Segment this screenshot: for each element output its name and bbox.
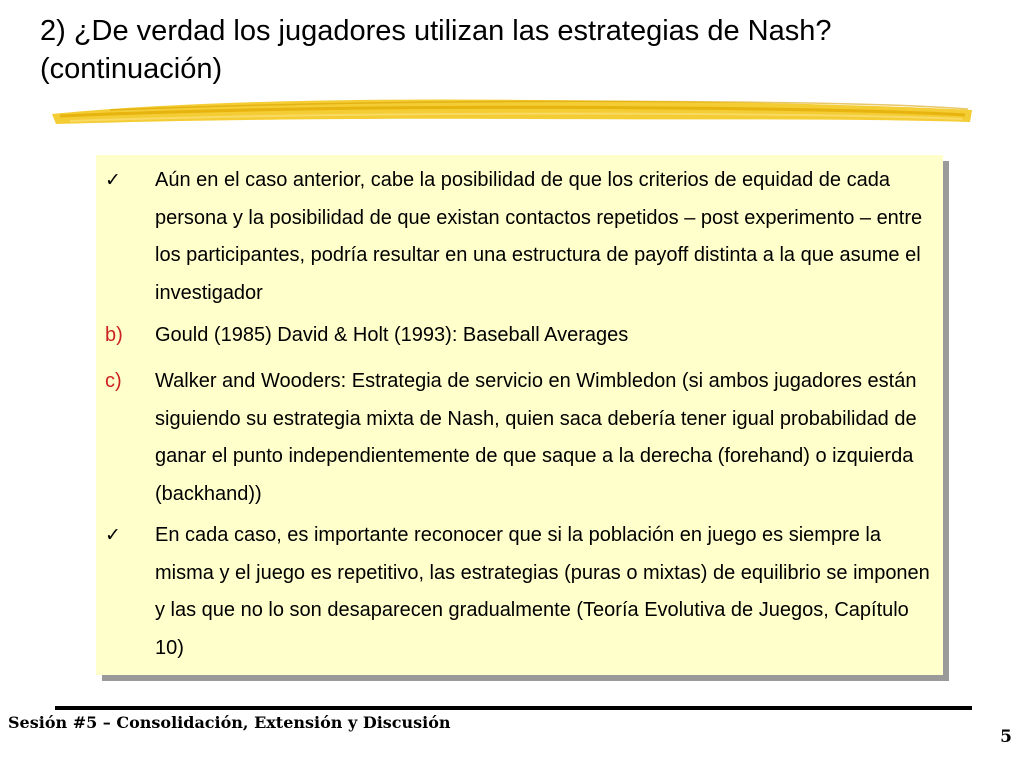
slide-title-line-1: 2) ¿De verdad los jugadores utilizan las estrategias de Nash? bbox=[40, 15, 832, 47]
list-item-marker: b) bbox=[105, 324, 123, 346]
list-item-marker: c) bbox=[105, 370, 122, 392]
list-item-text: Walker and Wooders: Estrategia de servicio en Wimbledon (si ambos jugadores están siguiendo su estrategia mixta de Nash, quien saca debería tener igual probabilidad de ganar el punto independientemente de que saque a la derecha (forehand) o izquierda (backhand)) bbox=[155, 370, 917, 505]
brush-stroke-decoration bbox=[50, 88, 975, 134]
slide-title-line-2: (continuación) bbox=[40, 53, 223, 85]
list-item-text: En cada caso, es importante reconocer que si la población en juego es siempre la misma y el juego es repetitivo, las estrategias (puras o mixtas) de equilibrio se imponen y las que no lo son desaparecen gradualmente (Teoría Evolutiva de Juegos, Capítulo 10) bbox=[155, 524, 930, 659]
checkmark-icon: ✓ bbox=[105, 524, 121, 546]
content-box bbox=[96, 155, 943, 675]
slide-title bbox=[40, 12, 1000, 88]
list-item-text: Gould (1985) David & Holt (1993): Baseball Averages bbox=[155, 324, 629, 346]
list-item-text: Aún en el caso anterior, cabe la posibilidad de que los criterios de equidad de cada persona y la posibilidad de que existan contactos repetidos – post experimento – entre los participantes, podría resultar en una estructura de payoff distinta a la que asume el investigador bbox=[155, 169, 923, 304]
page-number: 5 bbox=[1000, 727, 1012, 747]
footer-divider bbox=[55, 706, 972, 710]
footer-session-text: Sesión #5 – Consolidación, Extensión y Discusión bbox=[8, 713, 451, 732]
checkmark-icon: ✓ bbox=[105, 169, 121, 191]
